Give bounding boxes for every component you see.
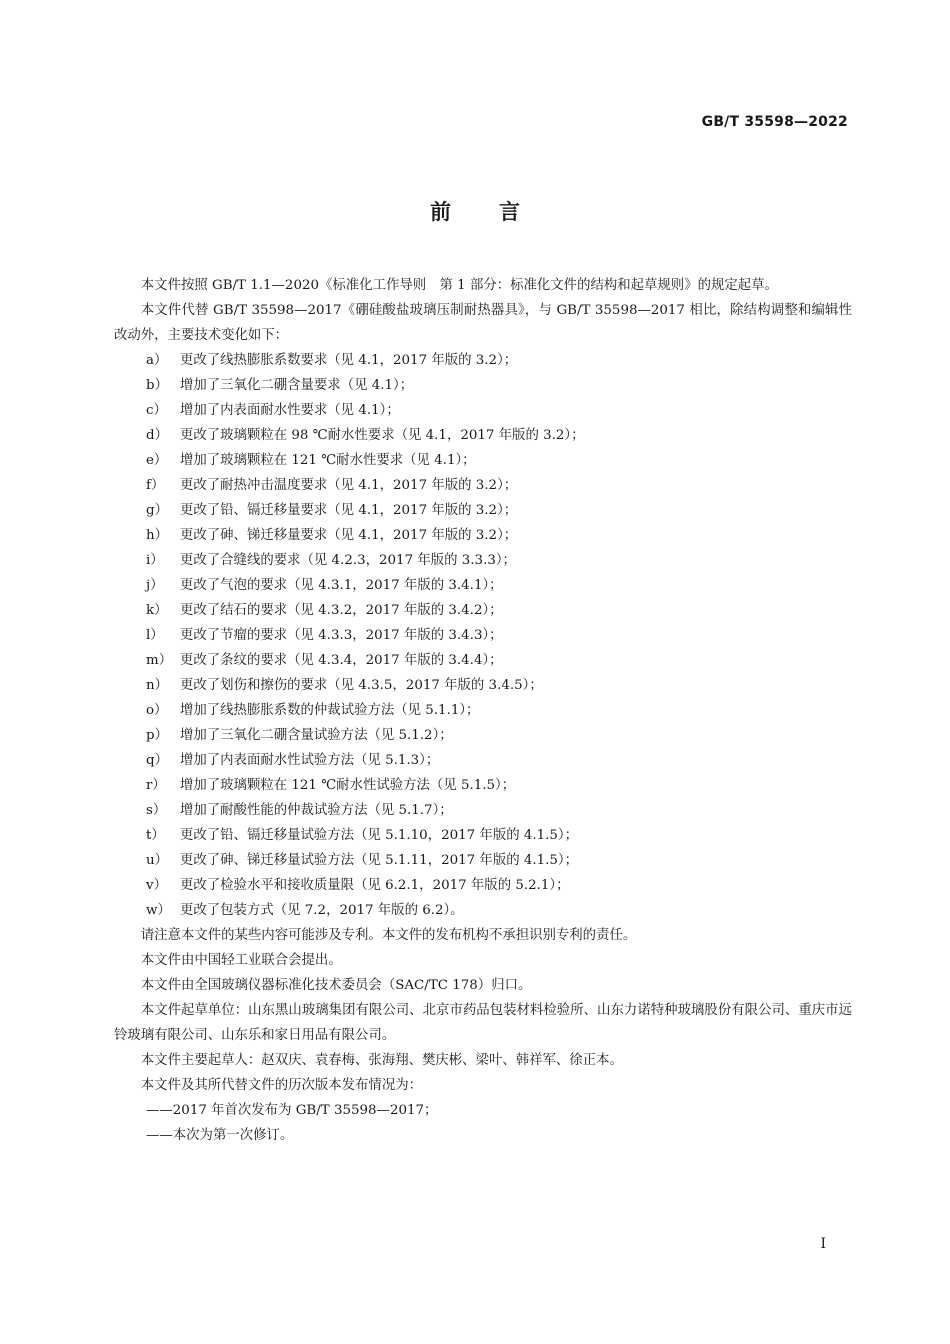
list-item-text: 更改了检验水平和接收质量限（见 6.2.1，2017 年版的 5.2.1）； xyxy=(180,878,570,893)
list-marker: d） xyxy=(146,428,168,443)
list-item-text: 更改了铅、镉迁移量试验方法（见 5.1.10，2017 年版的 4.1.5）； xyxy=(180,828,579,843)
list-item xyxy=(114,648,852,673)
list-item xyxy=(114,548,852,573)
list-item-text: 更改了条纹的要求（见 4.3.4，2017 年版的 3.4.4）； xyxy=(180,653,503,668)
list-item-text: 增加了三氧化二硼含量要求（见 4.1）； xyxy=(180,378,414,393)
list-item xyxy=(114,398,852,423)
list-item xyxy=(114,748,852,773)
list-item-text: 增加了三氧化二硼含量试验方法（见 5.1.2）； xyxy=(180,728,453,743)
list-item-text: 更改了划伤和擦伤的要求（见 4.3.5，2017 年版的 3.4.5）； xyxy=(180,678,543,693)
list-item xyxy=(114,848,852,873)
list-item xyxy=(114,448,852,473)
list-item xyxy=(114,873,852,898)
list-item xyxy=(114,373,852,398)
list-item xyxy=(114,598,852,623)
technical-changes-list xyxy=(114,348,852,923)
list-marker: u） xyxy=(146,853,169,868)
list-item-text: 更改了线热膨胀系数要求（见 4.1，2017 年版的 3.2）； xyxy=(180,353,518,368)
list-marker: r） xyxy=(146,778,166,793)
list-marker: f） xyxy=(146,478,165,493)
list-item-text: 更改了砷、锑迁移量试验方法（见 5.1.11，2017 年版的 4.1.5）； xyxy=(180,853,579,868)
history-item: ——本次为第一次修订。 xyxy=(146,1128,294,1143)
list-item xyxy=(114,673,852,698)
paragraph-history-intro: 本文件及其所代替文件的历次版本发布情况为： xyxy=(140,1078,422,1093)
list-item-text: 更改了合缝线的要求（见 4.2.3，2017 年版的 3.3.3）； xyxy=(180,553,516,568)
list-marker: h） xyxy=(146,528,169,543)
list-item-text: 增加了线热膨胀系数的仲裁试验方法（见 5.1.1）； xyxy=(180,703,480,718)
list-marker: g） xyxy=(146,503,168,518)
list-item-text: 更改了耐热冲击温度要求（见 4.1，2017 年版的 3.2）； xyxy=(180,478,518,493)
paragraph-drafting-units: 本文件起草单位：山东黑山玻璃集团有限公司、北京市药品包装材料检验所、山东力诺特种玻璃股份有限公司、重庆市远铃玻璃有限公司、山东乐和家日用品有限公司。 xyxy=(114,1003,852,1043)
list-marker: c） xyxy=(146,403,167,418)
list-item xyxy=(114,423,852,448)
paragraph-patent-notice: 请注意本文件的某些内容可能涉及专利。本文件的发布机构不承担识别专利的责任。 xyxy=(140,928,637,943)
list-marker: n） xyxy=(146,678,169,693)
list-marker: i） xyxy=(146,553,164,568)
list-marker: o） xyxy=(146,703,168,718)
list-item xyxy=(114,723,852,748)
standard-number: GB/T 35598—2022 xyxy=(701,114,848,130)
list-marker: w） xyxy=(146,903,171,918)
list-marker: b） xyxy=(146,378,168,393)
list-item xyxy=(114,498,852,523)
list-marker: m） xyxy=(146,653,173,668)
list-marker: j） xyxy=(146,578,164,593)
list-item-text: 更改了结石的要求（见 4.3.2，2017 年版的 3.4.2）； xyxy=(180,603,503,618)
list-item-text: 增加了玻璃颗粒在 121 ℃耐水性试验方法（见 5.1.5）； xyxy=(180,778,516,793)
list-item xyxy=(114,798,852,823)
paragraph-proposer: 本文件由中国轻工业联合会提出。 xyxy=(140,953,342,968)
list-marker: a） xyxy=(146,353,168,368)
list-item xyxy=(114,773,852,798)
paragraph-replacement: 本文件代替 GB/T 35598—2017《硼硅酸盐玻璃压制耐热器具》，与 GB/T 35598—2017 相比，除结构调整和编辑性改动外，主要技术变化如下： xyxy=(114,303,852,343)
list-item-text: 更改了玻璃颗粒在 98 ℃耐水性要求（见 4.1，2017 年版的 3.2）； xyxy=(180,428,585,443)
history-item: ——2017 年首次发布为 GB/T 35598—2017； xyxy=(146,1103,438,1118)
list-marker: t） xyxy=(146,828,165,843)
paragraph-drafting-rules: 本文件按照 GB/T 1.1—2020《标准化工作导则 第 1 部分：标准化文件的结构和起草规则》的规定起草。 xyxy=(140,278,778,293)
page-number: I xyxy=(820,1236,826,1252)
list-item-text: 增加了玻璃颗粒在 121 ℃耐水性要求（见 4.1）； xyxy=(180,453,476,468)
list-item xyxy=(114,698,852,723)
list-item xyxy=(114,898,852,923)
list-marker: k） xyxy=(146,603,168,618)
paragraph-drafters: 本文件主要起草人：赵双庆、袁春梅、张海翔、樊庆彬、梁叶、韩祥军、徐正本。 xyxy=(140,1053,623,1068)
list-marker: s） xyxy=(146,803,167,818)
list-item-text: 更改了气泡的要求（见 4.3.1，2017 年版的 3.4.1）； xyxy=(180,578,503,593)
list-item xyxy=(114,473,852,498)
list-item-text: 更改了包装方式（见 7.2，2017 年版的 6.2）。 xyxy=(180,903,464,918)
list-item xyxy=(114,623,852,648)
list-item xyxy=(114,823,852,848)
list-marker: e） xyxy=(146,453,168,468)
page-title: 前言 xyxy=(430,200,568,224)
list-marker: p） xyxy=(146,728,168,743)
list-item xyxy=(114,523,852,548)
list-item-text: 增加了耐酸性能的仲裁试验方法（见 5.1.7）； xyxy=(180,803,453,818)
foreword-body xyxy=(114,273,852,1148)
list-item-text: 增加了内表面耐水性试验方法（见 5.1.3）； xyxy=(180,753,440,768)
list-item-text: 更改了铅、镉迁移量要求（见 4.1，2017 年版的 3.2）； xyxy=(180,503,518,518)
list-marker: q） xyxy=(146,753,168,768)
list-marker: v） xyxy=(146,878,167,893)
list-item xyxy=(114,573,852,598)
list-item-text: 更改了节瘤的要求（见 4.3.3，2017 年版的 3.4.3）； xyxy=(180,628,503,643)
paragraph-committee: 本文件由全国玻璃仪器标准化技术委员会（SAC/TC 178）归口。 xyxy=(140,978,532,993)
list-marker: l） xyxy=(146,628,164,643)
list-item-text: 增加了内表面耐水性要求（见 4.1）； xyxy=(180,403,400,418)
list-item xyxy=(114,348,852,373)
list-item-text: 更改了砷、锑迁移量要求（见 4.1，2017 年版的 3.2）； xyxy=(180,528,518,543)
